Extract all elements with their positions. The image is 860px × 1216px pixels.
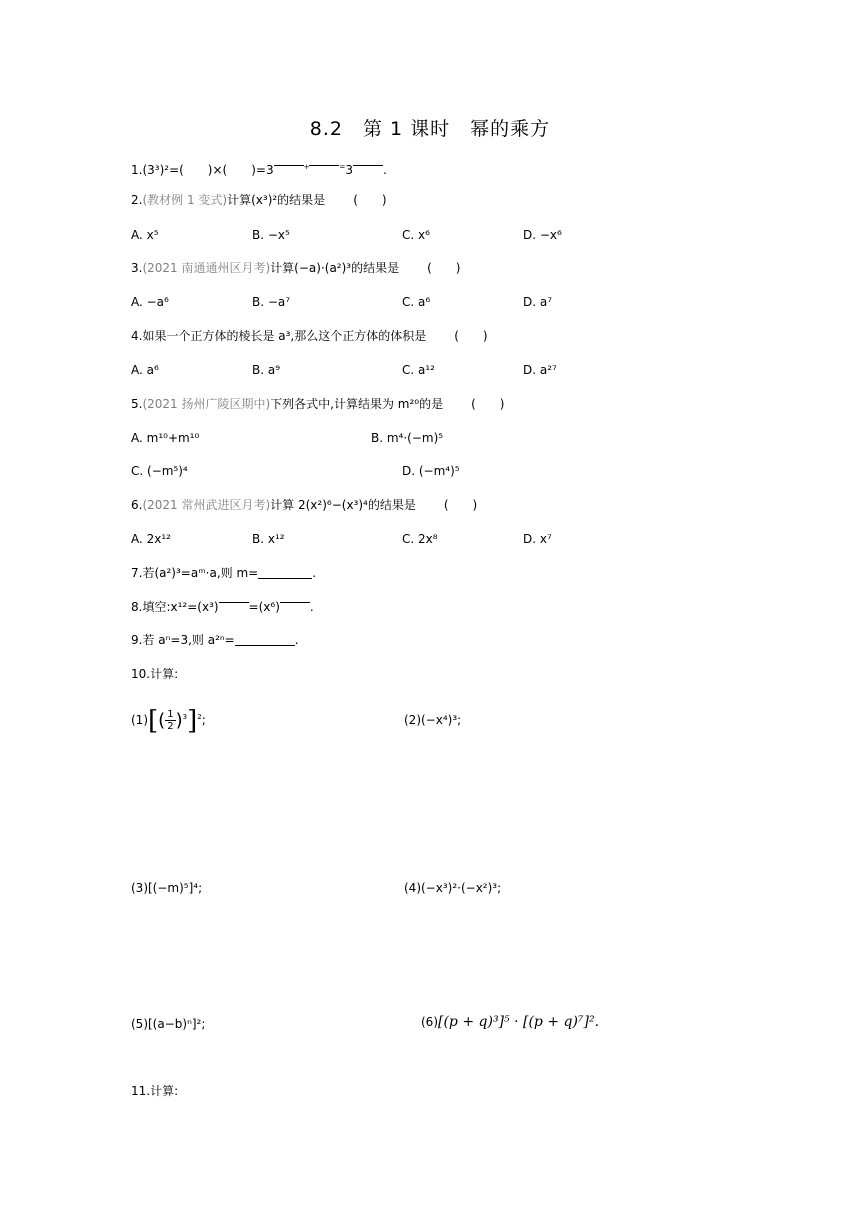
answer-blank[interactable] xyxy=(235,633,295,646)
question-1-text: 1.(3³)²=( )×( )=3 xyxy=(131,163,274,177)
answer-blank[interactable] xyxy=(353,161,383,166)
answer-paren[interactable]: ( ) xyxy=(454,329,488,343)
question-9: 9.若 aⁿ=3,则 a²ⁿ= . xyxy=(131,633,299,647)
option-d[interactable]: D. −x⁶ xyxy=(523,228,562,242)
question-source: (2021 常州武进区月考) xyxy=(142,498,271,512)
question-stem: 7.若(a²)³=aᵐ·a,则 m= xyxy=(131,566,259,580)
option-c[interactable]: C. a⁶ xyxy=(402,295,431,309)
question-stem: 9.若 aⁿ=3,则 a²ⁿ= xyxy=(131,633,235,647)
option-c[interactable]: C. 2x⁸ xyxy=(402,532,438,546)
option-d[interactable]: D. x⁷ xyxy=(523,532,552,546)
question-2 xyxy=(131,192,387,208)
problem-10-4: (4)(−x³)²·(−x²)³; xyxy=(404,881,502,895)
option-b[interactable]: B. a⁹ xyxy=(252,363,281,377)
option-d[interactable]: D. a⁷ xyxy=(523,295,553,309)
question-stem: 计算(x³)²的结果是 xyxy=(227,193,326,207)
option-b[interactable]: B. −a⁷ xyxy=(252,295,291,309)
question-5 xyxy=(131,396,505,412)
option-d[interactable]: D. a²⁷ xyxy=(523,363,557,377)
problem-10-3: (3)[(−m)⁵]⁴; xyxy=(131,881,203,895)
problem-10-6: (6)[(p + q)³]⁵ · [(p + q)⁷]². xyxy=(421,1014,600,1030)
question-8: 8.填空:x¹²=(x³) =(x⁶) . xyxy=(131,600,314,614)
answer-blank[interactable] xyxy=(274,161,304,166)
question-stem: 8.填空:x¹²=(x³) xyxy=(131,600,219,614)
option-b[interactable]: B. m⁴·(−m)⁵ xyxy=(371,431,444,445)
problem-10-1: (1)[( $\frac{1}{2}$ )$^3$]$^2$; xyxy=(131,706,206,736)
question-number: 2. xyxy=(131,193,143,207)
option-a[interactable]: A. −a⁶ xyxy=(131,295,169,309)
answer-paren[interactable]: ( ) xyxy=(443,498,478,512)
question-10-heading: 10.计算: xyxy=(131,667,179,681)
option-b[interactable]: B. x¹² xyxy=(252,532,285,546)
answer-blank[interactable] xyxy=(258,566,312,579)
question-1-tail: 3 xyxy=(345,163,353,177)
option-b[interactable]: B. −x⁵ xyxy=(252,228,290,242)
option-d[interactable]: D. (−m⁴)⁵ xyxy=(402,464,460,478)
answer-blank[interactable] xyxy=(309,161,339,166)
fraction: $\frac{1}{2}$ xyxy=(167,709,174,732)
answer-paren[interactable]: ( ) xyxy=(353,193,387,207)
question-stem: 计算 2(x²)⁶−(x³)⁴的结果是 xyxy=(270,498,416,512)
answer-paren[interactable]: ( ) xyxy=(471,397,505,411)
answer-blank[interactable] xyxy=(219,598,249,603)
question-stem: 4.如果一个正方体的棱长是 a³,那么这个正方体的体积是 xyxy=(131,329,427,343)
question-source: (2021 扬州广陵区期中) xyxy=(142,397,271,411)
question-1: 1.(3³)²=( )×( )=3 + =3 . xyxy=(131,163,387,177)
page-title: 8.2 第 1 课时 幂的乘方 xyxy=(309,118,551,140)
question-3 xyxy=(131,260,460,276)
option-a[interactable]: A. 2x¹² xyxy=(131,532,171,546)
option-a[interactable]: A. x⁵ xyxy=(131,228,159,242)
question-4 xyxy=(131,328,488,344)
option-c[interactable]: C. a¹² xyxy=(402,363,435,377)
question-11-heading: 11.计算: xyxy=(131,1084,179,1098)
question-stem: 下列各式中,计算结果为 m²⁰的是 xyxy=(270,397,444,411)
question-number: 3. xyxy=(131,261,143,275)
question-number: 5. xyxy=(131,397,143,411)
answer-paren[interactable]: ( ) xyxy=(427,261,461,275)
question-6 xyxy=(131,497,477,513)
math-expression: [(p + q)³]⁵ · [(p + q)⁷]². xyxy=(438,1014,600,1030)
option-c[interactable]: C. (−m⁵)⁴ xyxy=(131,464,188,478)
answer-blank[interactable] xyxy=(280,598,310,603)
option-a[interactable]: A. m¹⁰+m¹⁰ xyxy=(131,431,200,445)
question-source: (2021 南通通州区月考) xyxy=(142,261,271,275)
problem-10-2: (2)(−x⁴)³; xyxy=(404,713,462,727)
option-c[interactable]: C. x⁶ xyxy=(402,228,430,242)
question-source: (教材例 1 变式) xyxy=(142,193,228,207)
problem-10-5: (5)[(a−b)ⁿ]²; xyxy=(131,1017,206,1031)
question-stem: 计算(−a)·(a²)³的结果是 xyxy=(270,261,400,275)
question-number: 6. xyxy=(131,498,143,512)
question-7: 7.若(a²)³=aᵐ·a,则 m= . xyxy=(131,566,317,580)
option-a[interactable]: A. a⁶ xyxy=(131,363,159,377)
